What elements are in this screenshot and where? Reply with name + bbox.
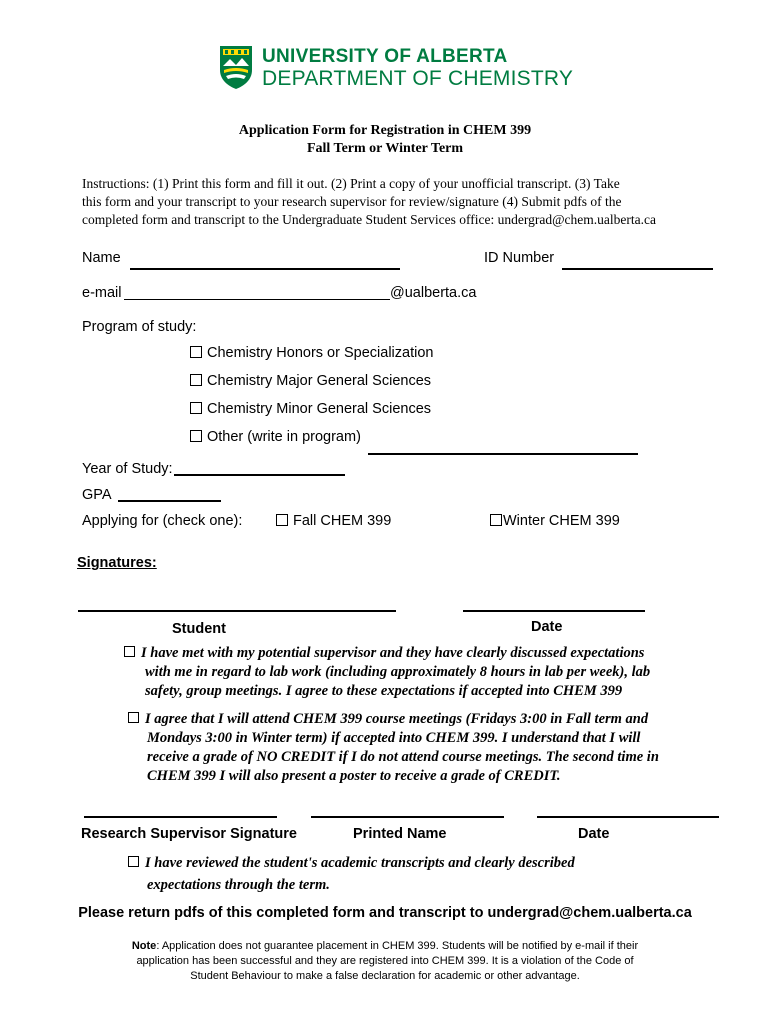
supervisor-signature-label: Research Supervisor Signature: [81, 826, 297, 842]
instructions-line-1: Instructions: (1) Print this form and fill it out. (2) Print a copy of your unofficial transcript. (3) Take: [82, 176, 620, 191]
checkbox[interactable]: [190, 346, 202, 358]
winter-option[interactable]: [490, 513, 620, 529]
instructions: [82, 175, 742, 229]
checkbox[interactable]: [128, 856, 139, 867]
form-title: [0, 122, 770, 158]
fall-option[interactable]: [276, 513, 391, 529]
fall-option-label: Fall CHEM 399: [293, 513, 392, 529]
checkbox[interactable]: [190, 402, 202, 414]
checkbox[interactable]: [276, 514, 288, 526]
name-field[interactable]: [130, 268, 400, 270]
program-option-label: Chemistry Minor General Sciences: [207, 401, 432, 417]
instructions-line-3: completed form and transcript to the Undergraduate Student Services office: undergrad@chem.ualberta.ca: [82, 212, 656, 227]
id-number-field[interactable]: [562, 268, 713, 270]
return-instructions: Please return pdfs of this completed form and transcript to undergrad@chem.ualberta.ca: [78, 905, 692, 921]
instructions-line-2: this form and your transcript to your research supervisor for review/signature (4) Submit pdfs of the: [82, 194, 622, 209]
email-label: e-mail: [82, 285, 122, 301]
agreement-line: Mondays 3:00 in Winter term) if accepted into CHEM 399. I understand that I will: [147, 730, 641, 746]
agreement-line: I agree that I will attend CHEM 399 course meetings (Fridays 3:00 in Fall term and: [145, 711, 649, 727]
date-label: Date: [531, 619, 563, 635]
agreement-line: safety, group meetings. I agree to these expectations if accepted into CHEM 399: [145, 683, 623, 699]
program-option-label: Chemistry Major General Sciences: [207, 373, 432, 389]
name-label: Name: [82, 250, 121, 266]
agreement-course-meetings[interactable]: [128, 710, 659, 786]
student-date-field[interactable]: [463, 610, 645, 612]
checkbox[interactable]: [190, 430, 202, 442]
note-line-1: : Application does not guarantee placement in CHEM 399. Students will be notified by e-mail if their: [156, 940, 639, 952]
program-option-major[interactable]: [190, 373, 431, 389]
agreement-line: expectations through the term.: [147, 877, 330, 893]
student-signature-field[interactable]: [78, 610, 396, 612]
checkbox[interactable]: [190, 374, 202, 386]
note-label: Note: [131, 940, 157, 952]
supervisor-date-field[interactable]: [537, 816, 719, 818]
checkbox[interactable]: [490, 514, 502, 526]
signatures-heading: Signatures:: [77, 555, 157, 571]
university-logo: [218, 44, 254, 90]
agreement-line: I have met with my potential supervisor and they have clearly discussed expectations: [141, 645, 645, 661]
supervisor-signature-field[interactable]: [84, 816, 277, 818]
other-program-field[interactable]: [368, 453, 638, 455]
checkbox[interactable]: [128, 712, 139, 723]
year-of-study-field[interactable]: [174, 474, 345, 476]
program-option-honors[interactable]: [190, 345, 433, 361]
gpa-field[interactable]: [118, 500, 221, 502]
program-label: Program of study:: [82, 319, 197, 335]
program-option-label: Chemistry Honors or Specialization: [207, 345, 434, 361]
student-label: Student: [172, 621, 226, 637]
crest-icon: [218, 44, 254, 90]
footer-note: [0, 939, 770, 984]
agreement-line: CHEM 399 I will also present a poster to receive a grade of CREDIT.: [147, 768, 561, 784]
department-name: DEPARTMENT OF CHEMISTRY: [262, 67, 574, 90]
note-line-2: application has been successful and they are registered into CHEM 399. It is a violation of the Code of: [136, 955, 634, 967]
title-line-2: Fall Term or Winter Term: [306, 141, 464, 156]
email-field[interactable]: [124, 299, 390, 300]
winter-option-label: Winter CHEM 399: [503, 513, 620, 529]
program-option-label: Other (write in program): [207, 429, 361, 445]
id-number-label: ID Number: [484, 250, 555, 266]
printed-name-label: Printed Name: [353, 826, 447, 842]
agreement-line: receive a grade of NO CREDIT if I do not attend course meetings. The second time in: [147, 749, 659, 765]
agreement-line: with me in regard to lab work (including approximately 8 hours in lab per week), lab: [145, 664, 651, 680]
supervisor-printed-name-field[interactable]: [311, 816, 504, 818]
program-option-other[interactable]: [190, 429, 361, 445]
gpa-label: GPA: [82, 487, 112, 503]
applying-for-label: Applying for (check one):: [82, 513, 243, 529]
agreement-line: I have reviewed the student's academic transcripts and clearly described: [145, 855, 575, 871]
checkbox[interactable]: [124, 646, 135, 657]
email-suffix: @ualberta.ca: [390, 285, 477, 301]
supervisor-date-label: Date: [578, 826, 610, 842]
university-name: UNIVERSITY OF ALBERTA: [262, 46, 508, 67]
title-line-1: Application Form for Registration in CHEM 399: [238, 123, 532, 138]
agreement-lab-expectations[interactable]: [124, 644, 650, 701]
year-of-study-label: Year of Study:: [82, 461, 173, 477]
program-option-minor[interactable]: [190, 401, 431, 417]
agreement-transcript-review[interactable]: [128, 852, 575, 896]
note-line-3: Student Behaviour to make a false declaration for academic or other advantage.: [190, 970, 580, 982]
